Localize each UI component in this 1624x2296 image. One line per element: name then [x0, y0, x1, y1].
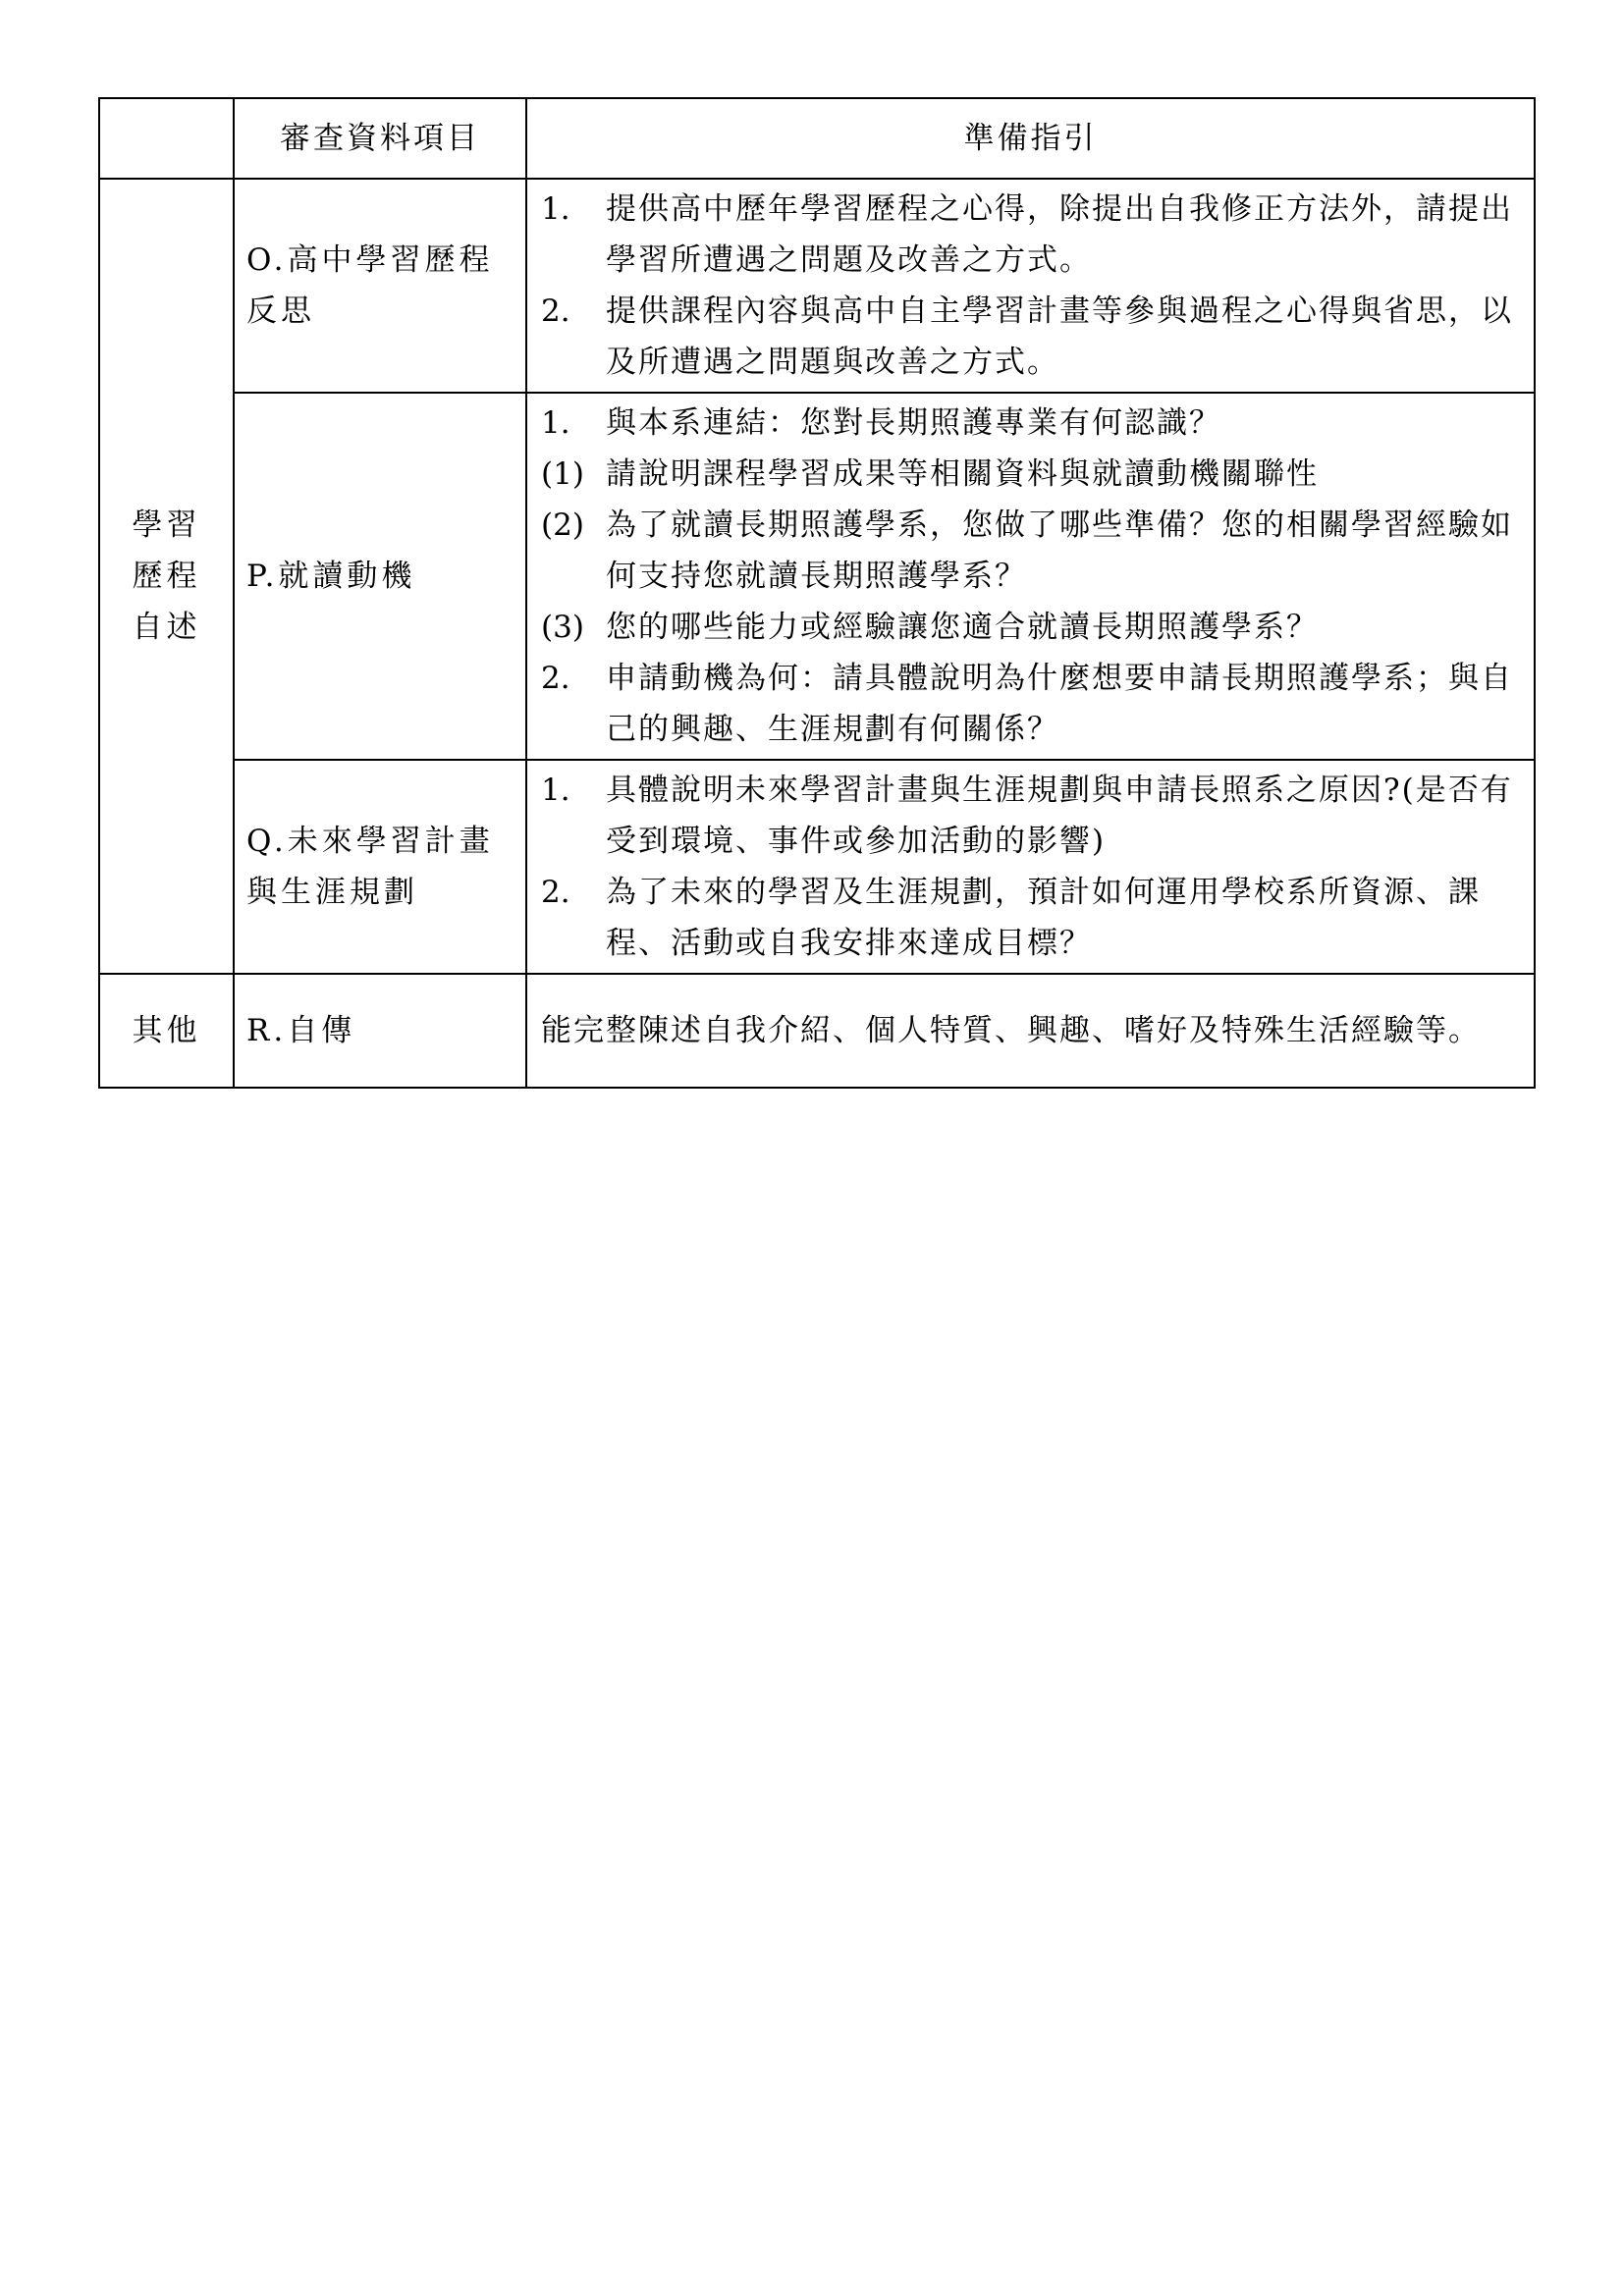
guide-text: 具體說明未來學習計畫與生涯規劃與申請長照系之原因?(是否有受到環境、事件或參加活動的影響) [606, 773, 1513, 859]
list-marker: 1. [541, 191, 570, 227]
guide-line [541, 602, 1520, 653]
guide-line [541, 184, 1520, 286]
list-marker: 2. [541, 875, 570, 910]
item-q-label: Q.未來學習計畫與生涯規劃 [234, 760, 526, 974]
review-guidelines-table [98, 97, 1536, 1089]
category-line: 自述 [132, 610, 201, 645]
table-row-item-q [99, 760, 1535, 974]
guide-text: 您的哪些能力或經驗讓您適合就讀長期照護學系？ [606, 610, 1319, 645]
item-o-label: O.高中學習歷程反思 [234, 179, 526, 393]
table-row-item-r [99, 974, 1535, 1088]
list-marker: (3) [541, 610, 584, 645]
guide-line [541, 286, 1520, 388]
guide-line [541, 449, 1520, 500]
header-preparation-guide: 準備指引 [526, 98, 1535, 179]
guide-text: 與本系連結：您對長期照護專業有何認識？ [606, 405, 1221, 441]
list-marker: 2. [541, 294, 570, 329]
item-r-label: R.自傳 [234, 974, 526, 1088]
category-line: 學習 [132, 507, 201, 543]
item-o-guide [526, 179, 1535, 393]
guide-text: 申請動機為何：請具體說明為什麼想要申請長期照護學系；與自己的興趣、生涯規劃有何關係？ [606, 661, 1513, 747]
guide-line [541, 500, 1520, 602]
item-r-guide [526, 974, 1535, 1088]
category-other: 其他 [99, 974, 234, 1088]
guide-line [541, 653, 1520, 755]
header-review-item: 審查資料項目 [234, 98, 526, 179]
guide-text: 提供高中歷年學習歷程之心得，除提出自我修正方法外，請提出學習所遭遇之問題及改善之方式。 [606, 191, 1513, 278]
item-p-label: P.就讀動機 [234, 393, 526, 760]
guide-line [541, 867, 1520, 969]
guide-text: 為了未來的學習及生涯規劃，預計如何運用學校系所資源、課程、活動或自我安排來達成目標？ [606, 875, 1481, 961]
table-row-item-p [99, 393, 1535, 760]
guide-line [541, 765, 1520, 867]
list-marker: (2) [541, 507, 584, 543]
guide-line [541, 398, 1520, 449]
list-marker: 1. [541, 405, 570, 441]
item-q-guide [526, 760, 1535, 974]
guide-text: 提供課程內容與高中自主學習計畫等參與過程之心得與省思，以及所遭遇之問題與改善之方式。 [606, 294, 1513, 380]
list-marker: (1) [541, 456, 584, 492]
category-learning-self-statement [99, 179, 234, 974]
item-p-guide [526, 393, 1535, 760]
list-marker: 1. [541, 773, 570, 808]
guide-text: 請說明課程學習成果等相關資料與就讀動機關聯性 [606, 456, 1319, 492]
table-header-row [99, 98, 1535, 179]
category-line: 歷程 [132, 559, 201, 594]
list-marker: 2. [541, 661, 570, 696]
table-row-item-o [99, 179, 1535, 393]
guide-text: 為了就讀長期照護學系，您做了哪些準備？您的相關學習經驗如何支持您就讀長期照護學系？ [606, 507, 1513, 594]
header-blank-cell [99, 98, 234, 179]
guide-text: 能完整陳述自我介紹、個人特質、興趣、嗜好及特殊生活經驗等。 [541, 1013, 1481, 1048]
